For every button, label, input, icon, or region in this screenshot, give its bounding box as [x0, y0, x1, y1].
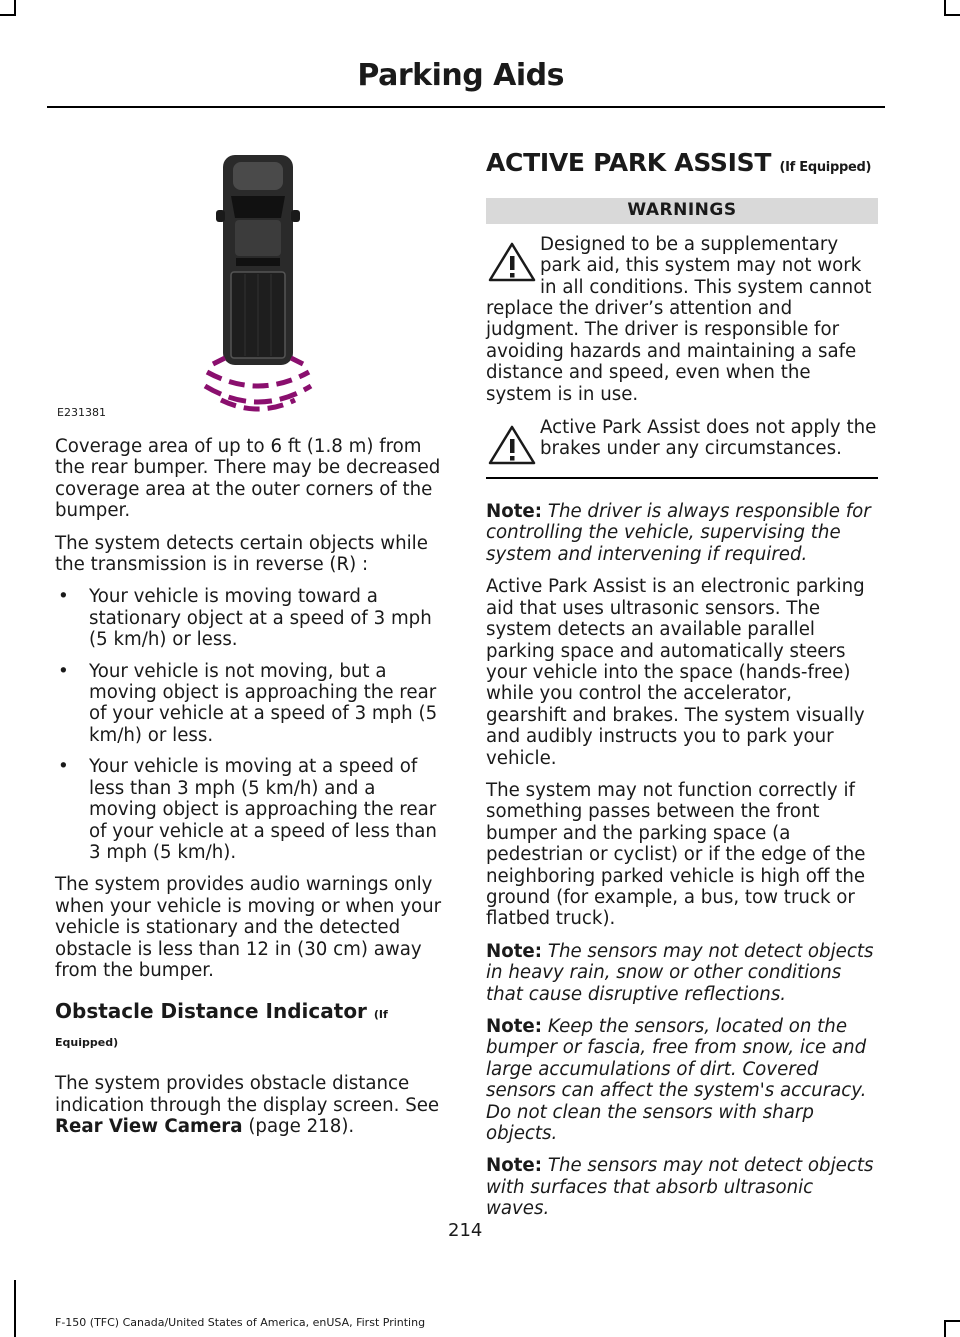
bullet-list [55, 586, 447, 863]
note: Note: Keep the sensors, located on the bumper or fascia, free from snow, ice and large accumulations of dirt. Covered sensors can affect the system's accuracy. Do not clean the sensors with sharp objects. [486, 1016, 867, 1145]
warning-item: Active Park Assist does not apply the brakes under any circumstances. [486, 417, 878, 465]
warning-item: Designed to be a supplementary park aid, this system may not work in all conditions. This system cannot replace the driver’s attention and judgment. The driver is responsible for avoiding hazards and maintaining a safe distance and speed, even when the system is in use. [486, 233, 872, 405]
page-number: 214 [448, 1220, 483, 1241]
figure-label: E231381 [57, 406, 106, 419]
warning-triangle-icon [486, 419, 538, 471]
list-item: • Your vehicle is not moving, but a moving object is approaching the rear of your vehicle at a speed of 3 mph (5 km/h) or less. [58, 660, 438, 746]
footer-text: F-150 (TFC) Canada/United States of America, enUSA, First Printing [55, 1316, 426, 1329]
warning-triangle-icon [486, 236, 538, 288]
page-title: Parking Aids [357, 58, 564, 93]
crop-mark [944, 1320, 960, 1322]
list-item: • Your vehicle is moving at a speed of less than 3 mph (5 km/h) and a moving object is approaching the rear of your vehicle at a speed of less than 3 mph (5 km/h). [58, 756, 437, 863]
note: Note: The sensors may not detect objects with surfaces that absorb ultrasonic waves. [486, 1155, 874, 1220]
paragraph: Coverage area of up to 6 ft (1.8 m) from the rear bumper. There may be decreased coverage area at the outer corners of the bumper. [55, 436, 441, 522]
chapter-heading: ACTIVE PARK ASSIST (If Equipped) [486, 148, 872, 177]
bullet-icon: • [58, 660, 69, 682]
left-column [55, 0, 447, 1149]
rear-sensor-figure [55, 150, 447, 420]
section-heading: Obstacle Distance Indicator (If Equipped) [55, 999, 388, 1050]
crop-mark [0, 14, 14, 16]
note: Note: The sensors may not detect objects in heavy rain, snow or other conditions that cause disruptive reflections. [486, 940, 874, 1005]
warnings-divider [486, 477, 878, 479]
right-column [486, 0, 878, 1231]
paragraph: The system provides obstacle distance indication through the display screen. See Rear View Camera (page 218). [55, 1073, 440, 1138]
note: Note: The driver is always responsible for controlling the vehicle, supervising the system and intervening if required. [486, 501, 871, 565]
crop-mark [14, 1280, 16, 1337]
crop-mark [944, 1320, 946, 1337]
warnings-bar: WARNINGS [486, 198, 878, 223]
crop-mark [946, 14, 960, 16]
crop-mark [14, 0, 16, 16]
paragraph: The system detects certain objects while the transmission is in reverse (R) : [55, 532, 428, 576]
paragraph: The system may not function correctly if something passes between the front bumper and the parking space (a pedestrian or cyclist) or if the edge of the neighboring parked vehicle is high off the ground (for example, a bus, tow truck or flatbed truck). [486, 779, 866, 930]
truck-rear-sensor-illustration [55, 150, 447, 420]
paragraph: The system provides audio warnings only when your vehicle is moving or when your vehicle is stationary and the detected obstacle is less than 12 in (30 cm) away from the bumper. [55, 874, 442, 981]
bullet-icon: • [58, 586, 69, 608]
list-item: • Your vehicle is moving toward a stationary object at a speed of 3 mph (5 km/h) or less. [58, 586, 432, 651]
crop-mark [944, 0, 946, 16]
paragraph: Active Park Assist is an electronic parking aid that uses ultrasonic sensors. The system detects an available parallel parking space and automatically steers your vehicle into the space (hands-free) while you control the accelerator, gearshift and brakes. The system visually and audibly instructs you to park your vehicle. [486, 576, 865, 769]
rear-view-camera-link[interactable]: Rear View Camera [55, 1116, 243, 1138]
bullet-icon: • [58, 756, 69, 778]
